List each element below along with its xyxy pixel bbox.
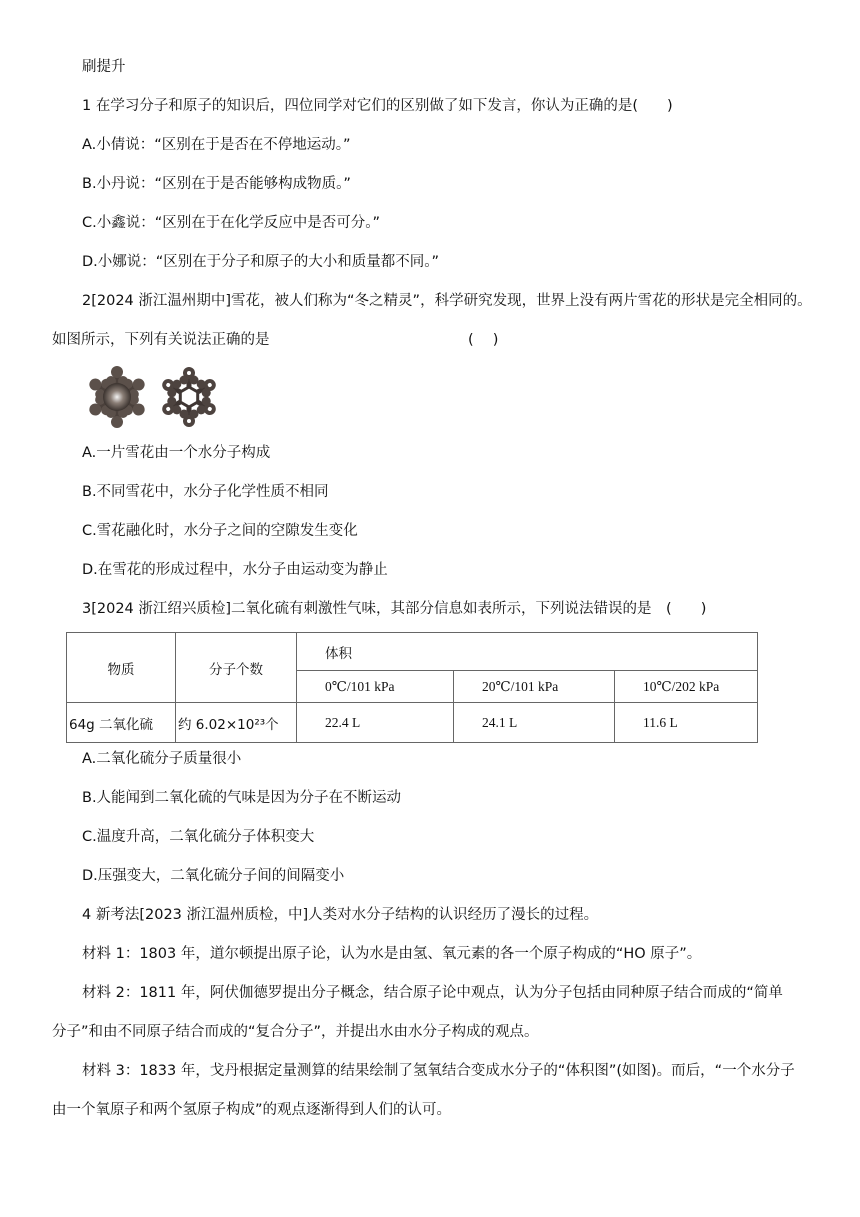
question-3-option-c: C.温度升高，二氧化硫分子体积变大 [82,829,315,845]
question-1-option-c: C.小鑫说：“区别在于在化学反应中是否可分。” [82,215,381,231]
table-header-substance: 物质 [67,633,176,703]
question-3-option-a: A.二氧化硫分子质量很小 [82,751,242,767]
table-condition-3: 10℃/202 kPa [615,671,758,703]
snowflake-image-2 [159,364,219,430]
question-2-stem-line2: 如图所示，下列有关说法正确的是 [52,332,270,348]
table-condition-2: 20℃/101 kPa [454,671,615,703]
question-2-option-d: D.在雪花的形成过程中，水分子由运动变为静止 [82,562,388,578]
snowflake-image-1 [84,364,150,430]
question-4-material-2-line2: 分子”和由不同原子结合而成的“复合分子”，并提出水由水分子构成的观点。 [52,1024,539,1040]
question-2-option-a: A.一片雪花由一个水分子构成 [82,445,271,461]
question-3-option-b: B.人能闻到二氧化硫的气味是因为分子在不断运动 [82,790,402,806]
section-title: 刷提升 [82,59,126,75]
table-cell-molecule-count: 约 6.02×10²³个 [176,703,297,743]
question-4-material-2-line1: 材料 2：1811 年，阿伏伽德罗提出分子概念，结合原子论中观点，认为分子包括由同种原子结合而成的“简单 [82,985,783,1001]
question-4-material-3-line2: 由一个氧原子和两个氢原子构成”的观点逐渐得到人们的认可。 [52,1102,452,1118]
sulfur-dioxide-info-table [66,632,758,743]
question-2-option-b: B.不同雪花中，水分子化学性质不相同 [82,484,329,500]
question-2-option-c: C.雪花融化时，水分子之间的空隙发生变化 [82,523,358,539]
table-cell-volume-1: 22.4 L [297,703,454,743]
table-cell-substance: 64g 二氧化硫 [67,703,176,743]
question-1-stem: 1 在学习分子和原子的知识后，四位同学对它们的区别做了如下发言，你认为正确的是( ) [82,98,673,114]
question-2-answer-bracket: ( ) [468,332,499,348]
question-1-option-d: D.小娜说：“区别在于分子和原子的大小和质量都不同。” [82,254,440,270]
table-cell-volume-3: 11.6 L [615,703,758,743]
question-4-material-1: 材料 1：1803 年，道尔顿提出原子论，认为水是由氢、氧元素的各一个原子构成的“HO 原子”。 [82,946,702,962]
table-cell-volume-2: 24.1 L [454,703,615,743]
question-4-stem: 4 新考法[2023 浙江温州质检，中]人类对水分子结构的认识经历了漫长的过程。 [82,907,599,923]
question-3-option-d: D.压强变大，二氧化硫分子间的间隔变小 [82,868,345,884]
question-2-stem-line1: 2[2024 浙江温州期中]雪花，被人们称为“冬之精灵”，科学研究发现，世界上没有两片雪花的形状是完全相同的。 [82,293,812,309]
question-1-option-b: B.小丹说：“区别在于是否能够构成物质。” [82,176,351,192]
table-condition-1: 0℃/101 kPa [297,671,454,703]
question-3-stem: 3[2024 浙江绍兴质检]二氧化硫有刺激性气味，其部分信息如表所示，下列说法错误的是 ( ) [82,601,707,617]
question-1-option-a: A.小倩说：“区别在于是否在不停地运动。” [82,137,351,153]
table-header-volume: 体积 [297,633,758,671]
table-header-molecule-count: 分子个数 [176,633,297,703]
question-4-material-3-line1: 材料 3：1833 年，戈丹根据定量测算的结果绘制了氢氧结合变成水分子的“体积图”(如图)。而后，“一个水分子 [82,1063,795,1079]
